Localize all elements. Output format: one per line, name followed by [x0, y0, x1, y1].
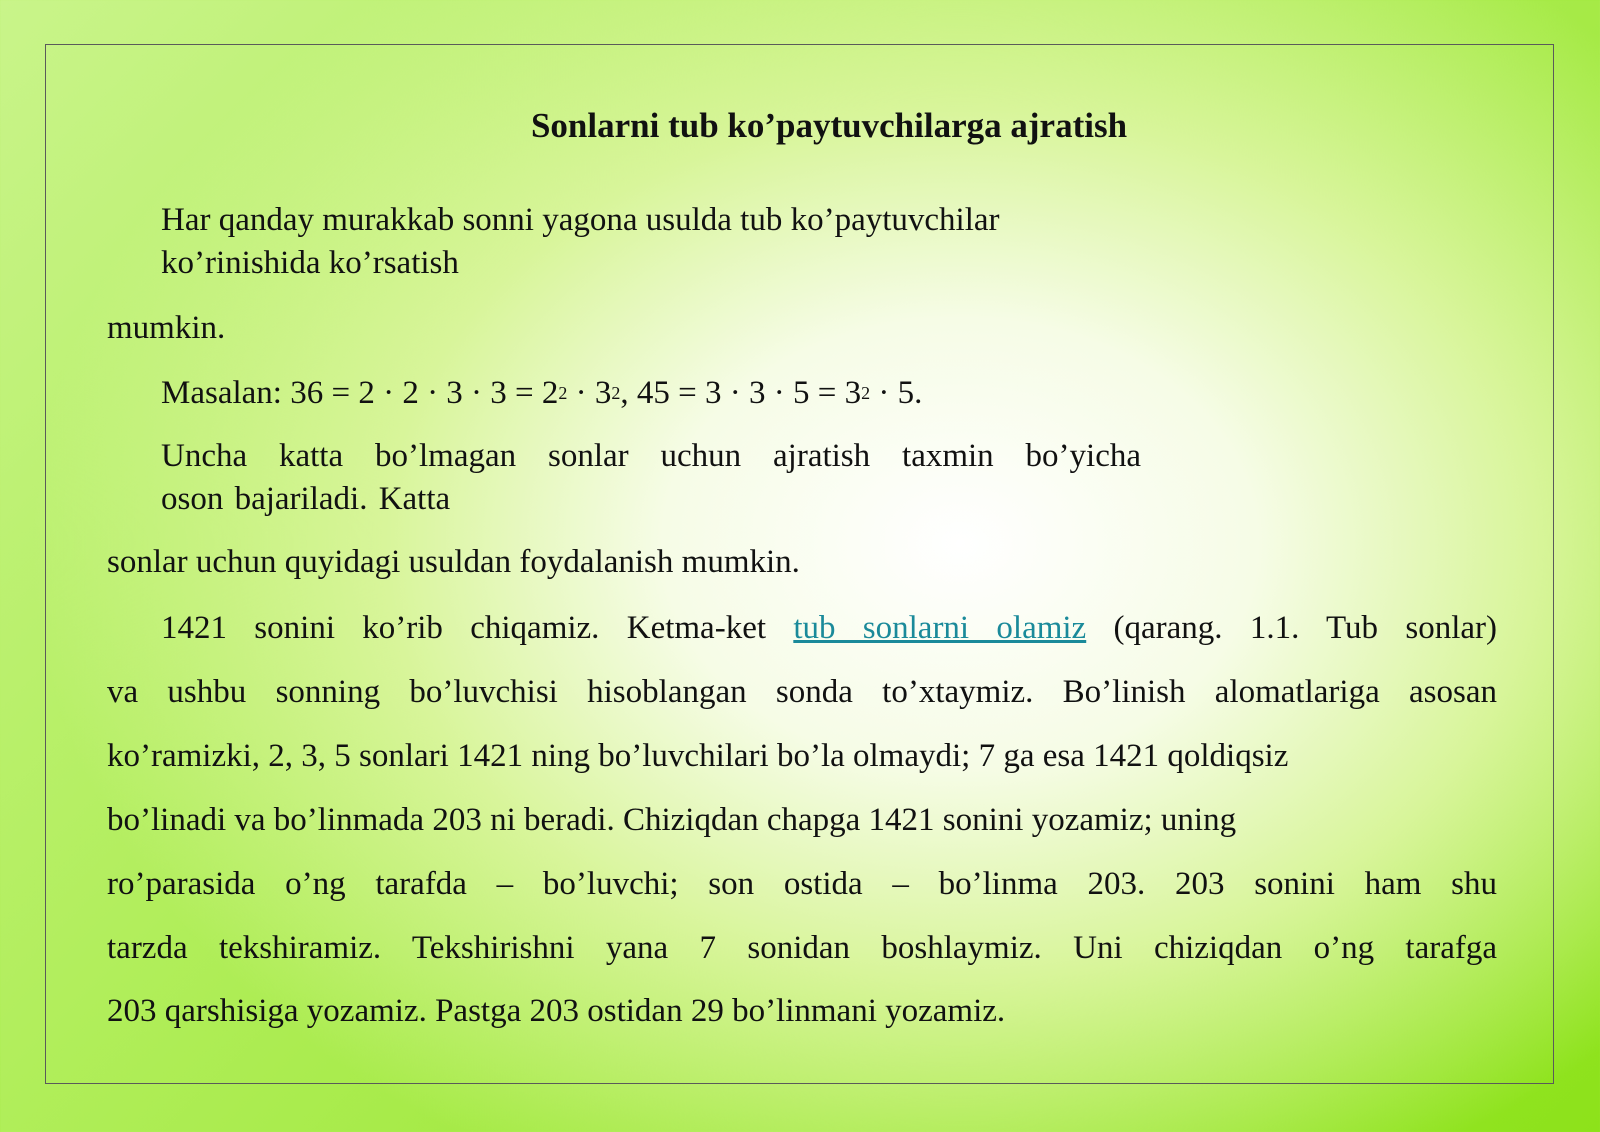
para3-line7: 203 qarshisiga yozamiz. Pastga 203 ostidan 29 bo’linmani yozamiz. [107, 993, 1006, 1029]
para2-line2: oson bajariladi. Katta [161, 481, 451, 517]
example-mid1: · 3 [567, 375, 612, 411]
page-title: Sonlarni tub ko’paytuvchilarga ajratish [530, 106, 1128, 145]
para3-line1-end: (qarang. 1.1. Tub sonlar) [1086, 610, 1497, 646]
exponent: 2 [611, 383, 621, 403]
para1-line2: ko’rinishida ko’rsatish [161, 245, 459, 281]
para3-line6: tarzda tekshiramiz. Tekshirishni yana 7 sonidan boshlaymiz. Uni chiziqdan o’ng tarafga [107, 930, 1497, 966]
example-mid2: , 45 = 3 · 3 · 5 = 3 [620, 375, 862, 411]
para3-line3: ko’ramizki, 2, 3, 5 sonlari 1421 ning bo’luvchilari bo’la olmaydi; 7 ga esa 1421 qoldiqsiz [107, 738, 1289, 774]
para2-line1: Uncha katta bo’lmagan sonlar uchun ajratish taxmin bo’yicha [161, 438, 1141, 474]
para3-line5: ro’parasida o’ng tarafda – bo’luvchi; son ostida – bo’linma 203. 203 sonini ham shu [107, 866, 1497, 902]
exponent: 2 [558, 383, 568, 403]
example-suffix: · 5. [870, 375, 923, 411]
para3-line1-start: 1421 sonini ko’rib chiqamiz. Ketma-ket [161, 610, 794, 646]
exponent: 2 [861, 383, 871, 403]
para1-line1: Har qanday murakkab sonni yagona usulda tub ko’paytuvchilar [161, 202, 1000, 238]
example-prefix: Masalan: 36 = 2 · 2 · 3 · 3 = 2 [161, 375, 559, 411]
para3-line4: bo’linadi va bo’linmada 203 ni beradi. Chiziqdan chapga 1421 sonini yozamiz; uning [107, 802, 1237, 838]
para3-line1 [161, 608, 1497, 648]
example-formula [161, 373, 922, 413]
para3-line2: va ushbu sonning bo’luvchisi hisoblangan sonda to’xtaymiz. Bo’linish alomatlariga asosan [107, 674, 1497, 710]
para2-line3: sonlar uchun quyidagi usuldan foydalanish mumkin. [107, 544, 800, 580]
para1-line3: mumkin. [107, 310, 226, 346]
tub-sonlar-link[interactable]: tub sonlarni olamiz [793, 610, 1087, 646]
